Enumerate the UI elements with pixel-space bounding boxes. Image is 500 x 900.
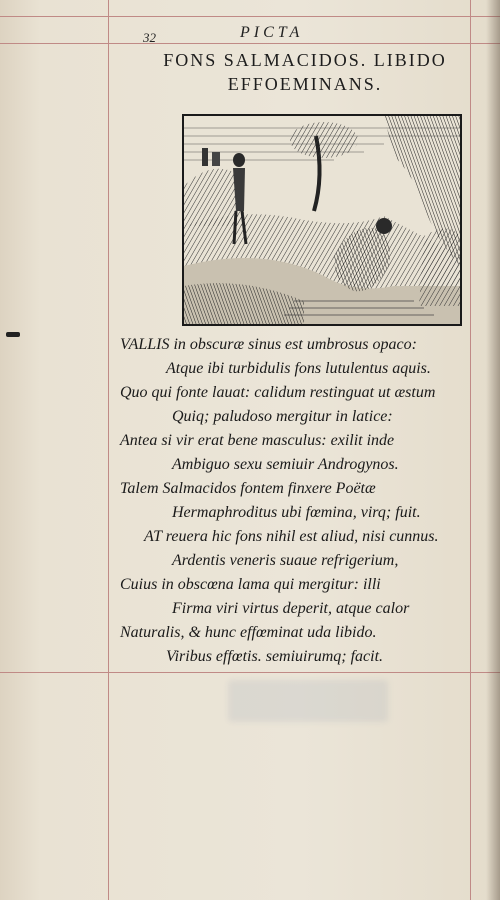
book-gutter xyxy=(486,0,500,900)
ruled-margin xyxy=(108,0,109,900)
woodcut-illustration xyxy=(182,114,462,326)
ruled-line xyxy=(0,672,500,673)
emblem-title-line-1: FONS SALMACIDOS. LIBIDO xyxy=(163,50,447,70)
poem-line: Firma viri virtus deperit, atque calor xyxy=(172,600,410,617)
running-head: PICTA xyxy=(240,24,304,41)
page-number: 32 xyxy=(143,30,156,45)
poem-line: AT reuera hic fons nihil est aliud, nisi cunnus. xyxy=(144,528,439,545)
ruled-margin xyxy=(470,0,471,900)
poem-line: Talem Salmacidos fontem finxere Poëtæ xyxy=(120,480,376,497)
poem-line: Quiq; paludoso mergitur in latice: xyxy=(172,408,393,425)
ruled-line xyxy=(0,43,500,44)
poem-line: Ambiguo sexu semiuir Androgynos. xyxy=(172,456,399,473)
poem-line: Hermaphroditus ubi fœmina, virq; fuit. xyxy=(172,504,421,521)
poem-line: Naturalis, & hunc effœminat uda libido. xyxy=(120,624,377,641)
poem-line: Atque ibi turbidulis fons lutulentus aquis. xyxy=(166,360,431,377)
poem-line: Ardentis veneris suaue refrigerium, xyxy=(172,552,399,569)
poem-line: Viribus effœtis. semiuirumq; facit. xyxy=(166,648,384,665)
poem-line: Cuius in obscœna lama qui mergitur: illi xyxy=(120,576,381,593)
poem-line: Antea si vir erat bene masculus: exilit inde xyxy=(120,432,395,449)
ink-mark xyxy=(6,332,20,337)
bleed-through-stain xyxy=(228,680,388,722)
poem-line: VALLIS in obscuræ sinus est umbrosus opaco: xyxy=(120,336,417,353)
emblem-title-line-2: EFFOEMINANS. xyxy=(227,74,383,94)
poem-line: Quo qui fonte lauat: calidum restinguat ut æstum xyxy=(120,384,436,401)
ruled-line xyxy=(0,16,500,17)
